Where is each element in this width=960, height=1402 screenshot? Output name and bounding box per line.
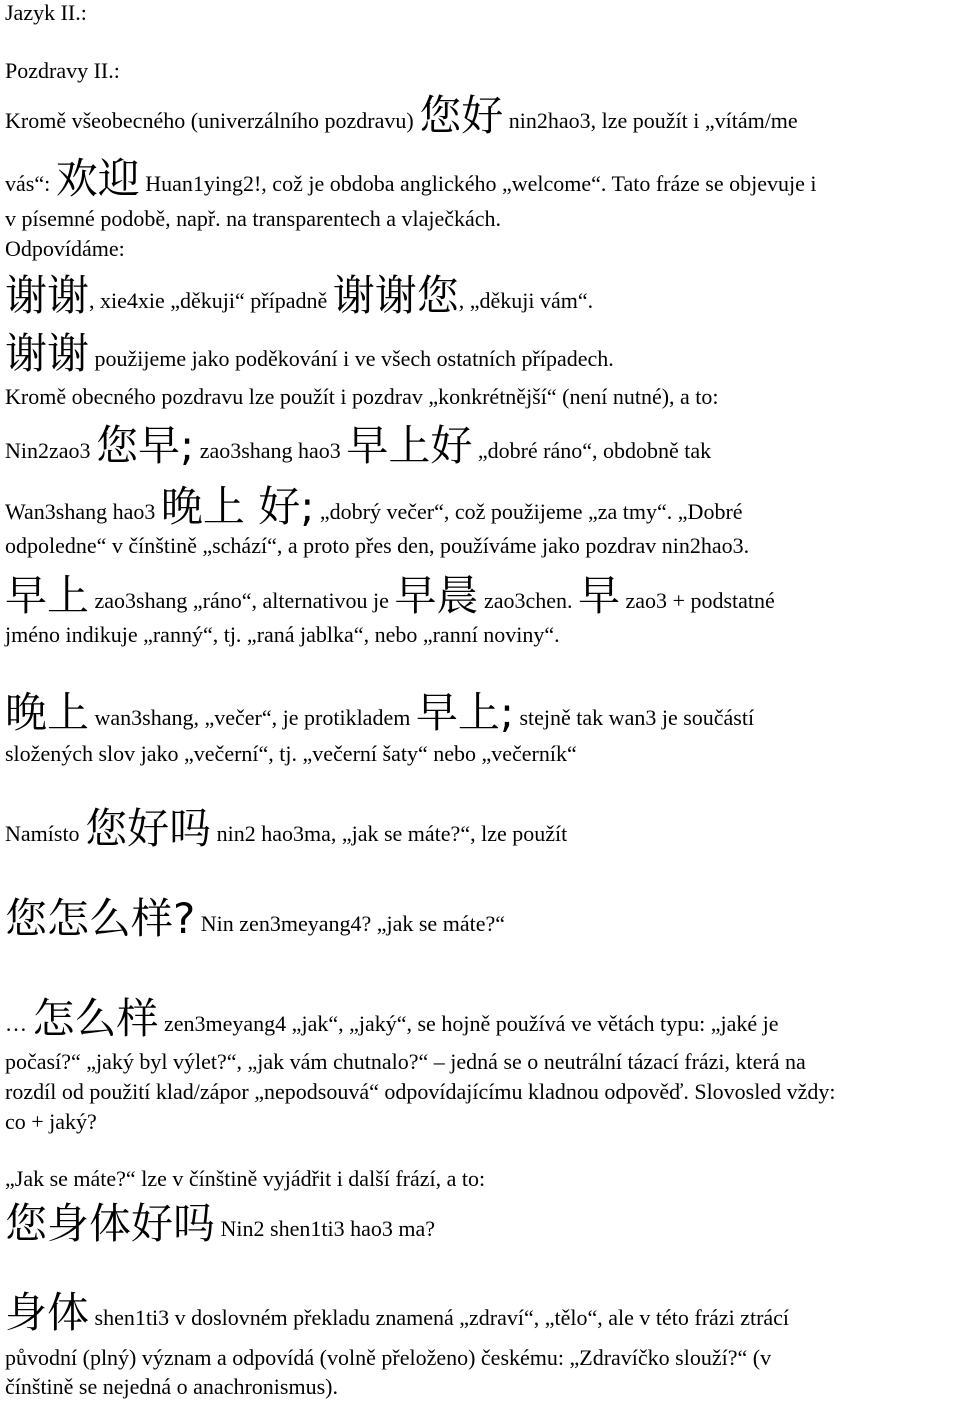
text-segment: počasí?“ „jaký byl výlet?“, „jak vám chutnalo?“ – jedná se o neutrální tázací frázi, která na (5, 1049, 806, 1074)
text-segment: zen3meyang4 „jak“, „jaký“, se hojně používá ve větách typu: „jaké je (158, 1011, 779, 1036)
text-line-10 (5, 535, 749, 557)
text-segment: zao3chen. (478, 588, 579, 613)
text-segment: nin2hao3, lze použít i „vítám/me (503, 108, 798, 133)
text-segment: nin2 hao3ma, „jak se máte?“, lze použít (211, 821, 568, 846)
text-segment: odpoledne“ v čínštině „schází“, a proto přes den, používáme jako pozdrav nin2hao3. (5, 533, 750, 558)
hanzi-text: 谢谢您 (332, 271, 459, 320)
hanzi-text: 谢谢 (5, 271, 90, 320)
text-segment: stejně tak wan3 je součástí (513, 705, 755, 730)
text-segment: Wan3shang hao3 (5, 499, 161, 524)
text-line-2 (5, 154, 817, 203)
text-line-19 (5, 1081, 836, 1103)
hanzi-text: 怎么样 (32, 994, 159, 1043)
text-line-1 (5, 91, 798, 140)
text-segment: zao3 + podstatné (620, 588, 775, 613)
text-line-12 (5, 624, 560, 646)
text-segment: čínštině se nejedná o anachronismus). (5, 1374, 338, 1399)
text-segment: co + jaký? (5, 1109, 97, 1134)
hanzi-text: 早 (578, 571, 621, 620)
hanzi-text: 晚上 (5, 688, 90, 737)
text-segment: Odpovídáme: (5, 236, 125, 261)
text-segment: … (5, 1011, 33, 1036)
text-segment: „Jak se máte?“ lze v čínštině vyjádřit i další frází, a to: (5, 1166, 486, 1191)
text-segment: jméno indikuje „ranný“, tj. „raná jablka“, nebo „ranní noviny“. (5, 622, 560, 647)
text-line-8 (5, 421, 712, 470)
text-line-14 (5, 743, 577, 765)
text-segment: původní (plný) význam a odpovídá (volně přeloženo) českému: „Zdravíčko slouží?“ (v (5, 1345, 772, 1370)
hanzi-text: 身体 (5, 1288, 90, 1337)
text-line-3 (5, 208, 501, 230)
hanzi-text: 您好吗 (85, 804, 212, 853)
text-segment: „dobrý večer“, což použijeme „za tmy“. „Dobré (314, 499, 743, 524)
text-line-5 (5, 271, 594, 320)
text-segment: zao3shang hao3 (194, 438, 347, 463)
text-segment: složených slov jako „večerní“, tj. „večerní šaty“ nebo „večerník“ (5, 741, 577, 766)
text-segment: vás“: (5, 171, 56, 196)
text-segment: v písemné podobě, např. na transparentech a vlaječkách. (5, 206, 502, 231)
hanzi-text: 晚上 好; (160, 482, 315, 531)
text-segment: Nin2 shen1ti3 hao3 ma? (215, 1216, 435, 1241)
text-line-25 (5, 1376, 338, 1398)
text-segment: shen1ti3 v doslovném překladu znamená „zdraví“, „tělo“, ale v této frázi ztrácí (89, 1305, 790, 1330)
text-segment: wan3shang, „večer“, je protikladem (89, 705, 416, 730)
hanzi-text: 早晨 (394, 571, 479, 620)
text-segment: , xie4xie „děkuji“ případně (89, 288, 333, 313)
text-line-4 (5, 238, 125, 260)
hanzi-text: 您好 (419, 91, 504, 140)
text-line-15 (5, 804, 568, 853)
hanzi-text: 早上好 (346, 421, 473, 470)
text-segment: zao3shang „ráno“, alternativou je (89, 588, 395, 613)
text-segment: Kromě obecného pozdravu lze použít i pozdrav „konkrétnější“ (není nutné), a to: (5, 384, 719, 409)
text-line-11 (5, 571, 775, 620)
text-segment: , „děkuji vám“. (458, 288, 594, 313)
hanzi-text: 欢迎 (55, 154, 140, 203)
text-line-20 (5, 1111, 97, 1133)
section-title: Pozdravy II.: (5, 58, 120, 83)
hanzi-text: 您怎么样? (5, 894, 196, 943)
text-segment: Huan1ying2!, což je obdoba anglického „welcome“. Tato fráze se objevuje i (139, 171, 817, 196)
text-segment: Nin zen3meyang4? „jak se máte?“ (195, 911, 505, 936)
hanzi-text: 早上 (5, 571, 90, 620)
text-line-18 (5, 1051, 806, 1073)
text-segment: Nin2zao3 (5, 438, 97, 463)
text-line-21 (5, 1168, 485, 1190)
text-segment: Kromě všeobecného (univerzálního pozdravu) (5, 108, 420, 133)
text-segment: „dobré ráno“, obdobně tak (472, 438, 712, 463)
text-segment: použijeme jako poděkování i ve všech ostatních případech. (89, 346, 614, 371)
text-segment: rozdíl od použití klad/zápor „nepodsouvá“ odpovídajícímu kladnou odpověď. Slovosled vždy: (5, 1079, 836, 1104)
text-line-22 (5, 1199, 435, 1248)
hanzi-text: 早上; (415, 688, 514, 737)
text-line-6 (5, 329, 614, 378)
hanzi-text: 谢谢 (5, 329, 90, 378)
page-heading: Jazyk II.: (5, 0, 87, 25)
hanzi-text: 您身体好吗 (5, 1199, 216, 1248)
text-line-7 (5, 386, 719, 408)
text-segment: Namísto (5, 821, 86, 846)
text-line-24 (5, 1347, 771, 1369)
text-line-23 (5, 1288, 790, 1337)
text-line-16 (5, 894, 505, 943)
text-line-13 (5, 688, 755, 737)
text-line-17 (5, 994, 779, 1043)
hanzi-text: 您早; (96, 421, 195, 470)
text-line-9 (5, 482, 743, 531)
